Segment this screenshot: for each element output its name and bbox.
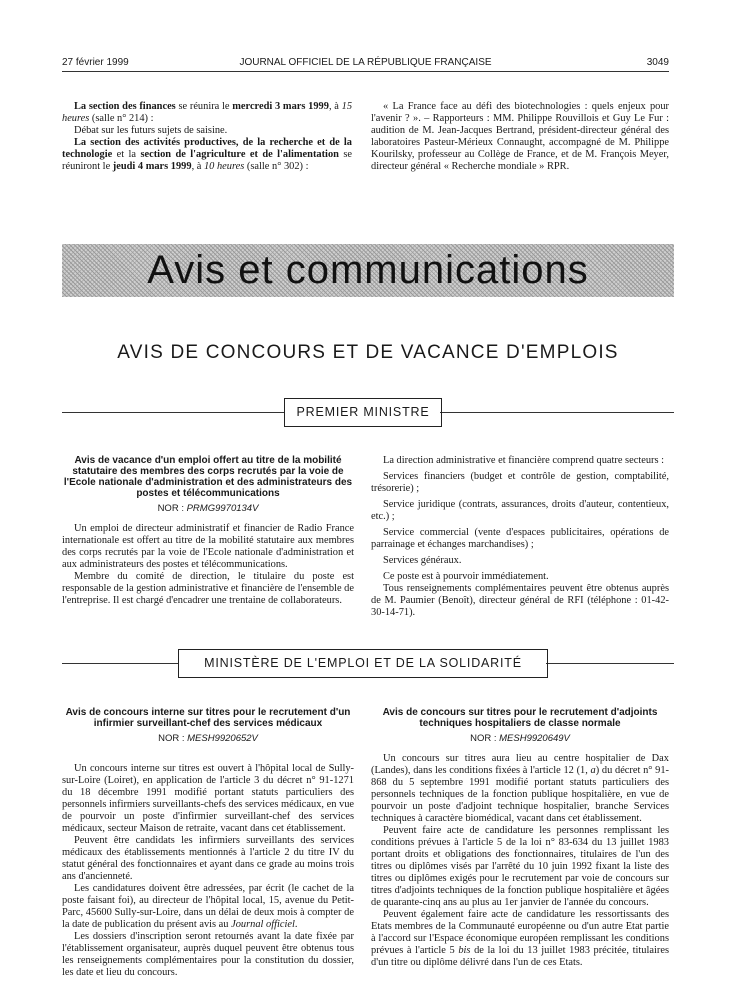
- article-2-left-column: [62, 707, 354, 979]
- nor-reference: NOR : MESH9920652V: [158, 733, 258, 744]
- header-date: 27 février 1999: [62, 57, 129, 68]
- rule-right: [440, 412, 674, 413]
- paragraph: Peuvent faire acte de candidature les personnes remplissant les conditions prévues à l'article 5 de la loi n° 83-634 du 13 juillet 1983 portant droits et obligations des fonctionnaires, titulaires de l'un des titres ou diplômes visés par l'arrêté du 10 juin 1992 fixant la liste des titres ou diplômes exigés pour le recrutement par voie de concours sur titres d'adjoints techniques de la fonction publique hospitalière et âgées de quarante-cinq ans au plus au 1er janvier de l'année du concours.: [371, 825, 669, 908]
- article-1-left-column: [62, 455, 354, 607]
- paragraph: La direction administrative et financière comprend quatre secteurs :: [383, 455, 665, 466]
- rule-right: [546, 663, 674, 664]
- paragraph: Ce poste est à pourvoir immédiatement.: [383, 571, 549, 582]
- paragraph: Membre du comité de direction, le titulaire du poste est responsable de la gestion administrative et financière de l'ensemble de l'entreprise. Il est chargé d'encadrer une trentaine de collaborateurs.: [62, 571, 354, 606]
- section-title: AVIS DE CONCOURS ET DE VACANCE D'EMPLOIS: [117, 342, 619, 363]
- rule-left: [62, 412, 284, 413]
- paragraph: « La France face au défi des biotechnologies : quels enjeux pour l'avenir ? ». – Rapporteurs : MM. Philippe Rouvillois et Guy Le Fur : audition de M. Jean-Jacques Bertrand, président-directeur général des laboratoires Pasteur-Mérieux Connaught, accompagné de M. Philippe Kourilsky, professeur au Collège de France, et de M. François Meyer, directeur général « Recherche mondiale » RPR.: [371, 101, 669, 172]
- header-journal-title: JOURNAL OFFICIEL DE LA RÉPUBLIQUE FRANÇAISE: [239, 57, 492, 68]
- paragraph: Un emploi de directeur administratif et financier de Radio France internationale est offert au titre de la mobilité statutaire aux membres des corps recrutés par la voie de l'Ecole nationale d'administration et aux administrateurs des postes et télécommunications.: [62, 523, 354, 570]
- header-rule: [62, 71, 669, 72]
- ministry-box-emploi-solidarite: MINISTÈRE DE L'EMPLOI ET DE LA SOLIDARITÉ: [178, 649, 548, 678]
- paragraph: Débat sur les futurs sujets de saisine.: [74, 125, 228, 136]
- top-right-column: [371, 101, 669, 173]
- paragraph: Peuvent également faire acte de candidature les ressortissants des Etats membres de la Communauté européenne ou d'un autre Etat partie à l'accord sur l'Espace économique européen remplissant les conditions prévues à l'article 5 bis de la loi du 13 juillet 1983 précitée, titulaires d'un titre ou diplôme délivré dans l'un de ces Etats.: [371, 909, 669, 968]
- article-3-right-column: [371, 707, 669, 969]
- article-1-right-column: [371, 455, 669, 619]
- article-title: Avis de concours interne sur titres pour le recrutement d'un infirmier surveillant-chef des services médicaux: [65, 707, 351, 729]
- paragraph: Un concours sur titres aura lieu au centre hospitalier de Dax (Landes), dans les conditions fixées à l'article 12 (1, a) du décret n° 91-868 du 5 septembre 1991 modifié portant statuts particuliers des personnels techniques de la fonction publique hospitalière, en vue de pourvoir un poste d'adjoint technique hospitalier, branche Services techniques à caractère biomédical, vacant dans cet établissement.: [371, 753, 669, 824]
- top-left-column: [62, 101, 352, 173]
- header-page-number: 3049: [646, 57, 669, 68]
- paragraph: Tous renseignements complémentaires peuvent être obtenus auprès de M. Paumier (Benoît), directeur général de RFI (téléphone : 01-42-30-14-71).: [371, 583, 669, 618]
- paragraph: Services généraux.: [383, 555, 462, 566]
- paragraph: Peuvent être candidats les infirmiers surveillants des services médicaux des établissements mentionnés à l'article 2 du titre IV du statut général des fonctionnaires et ayant dans ce grade au moins trois ans d'ancienneté.: [62, 835, 354, 882]
- rule-left: [62, 663, 178, 664]
- paragraph: Un concours interne sur titres est ouvert à l'hôpital local de Sully-sur-Loire (Loiret), en application de l'article 3 du décret n° 91-1271 du 18 décembre 1991 modifié portant statuts particuliers des personnels infirmiers surveillants-chefs des services médicaux, en vue de pourvoir un poste d'infirmier surveillant-chef des services médicaux, secteur Maison de retraite, vacant dans cet établissement.: [62, 763, 354, 834]
- paragraph: Services financiers (budget et contrôle de gestion, comptabilité, trésorerie) ;: [371, 471, 669, 494]
- paragraph: Service commercial (vente d'espaces publicitaires, opérations de parrainage et échanges marchandises) ;: [371, 527, 669, 550]
- paragraph: La section des finances se réunira le mercredi 3 mars 1999, à 15 heures (salle n° 214) :: [62, 101, 353, 124]
- paragraph: Les dossiers d'inscription seront retournés avant la date fixée par l'établissement organisateur, auprès duquel peuvent être obtenus tous les renseignements complémentaires pour la constitution du dossier, les date et lieu du concours.: [62, 931, 354, 978]
- banner-title: Avis et communications: [147, 248, 589, 292]
- paragraph: Service juridique (contrats, assurances, droits d'auteur, contentieux, etc.) ;: [371, 499, 669, 522]
- ministry-box-premier-ministre: PREMIER MINISTRE: [284, 398, 442, 427]
- nor-reference: NOR : PRMG9970134V: [157, 503, 259, 514]
- nor-reference: NOR : MESH9920649V: [470, 733, 570, 744]
- paragraph: Les candidatures doivent être adressées, par écrit (le cachet de la poste faisant foi), au directeur de l'hôpital local, 15, avenue du Petit-Parc, 45600 Sully-sur-Loire, dans un délai de deux mois à compter de la date de publication du présent avis au Journal officiel.: [62, 883, 354, 930]
- article-title: Avis de concours sur titres pour le recrutement d'adjoints techniques hospitaliers de classe normale: [382, 707, 658, 729]
- paragraph: La section des activités productives, de la recherche et de la technologie et la section de l'agriculture et de l'alimentation se réuniront le jeudi 4 mars 1999, à 10 heures (salle n° 302) :: [62, 137, 352, 172]
- article-title: Avis de vacance d'un emploi offert au titre de la mobilité statutaire des membres des corps recrutés par la voie de l'Ecole nationale d'administration et des administrateurs des postes et télécommunications: [63, 455, 353, 499]
